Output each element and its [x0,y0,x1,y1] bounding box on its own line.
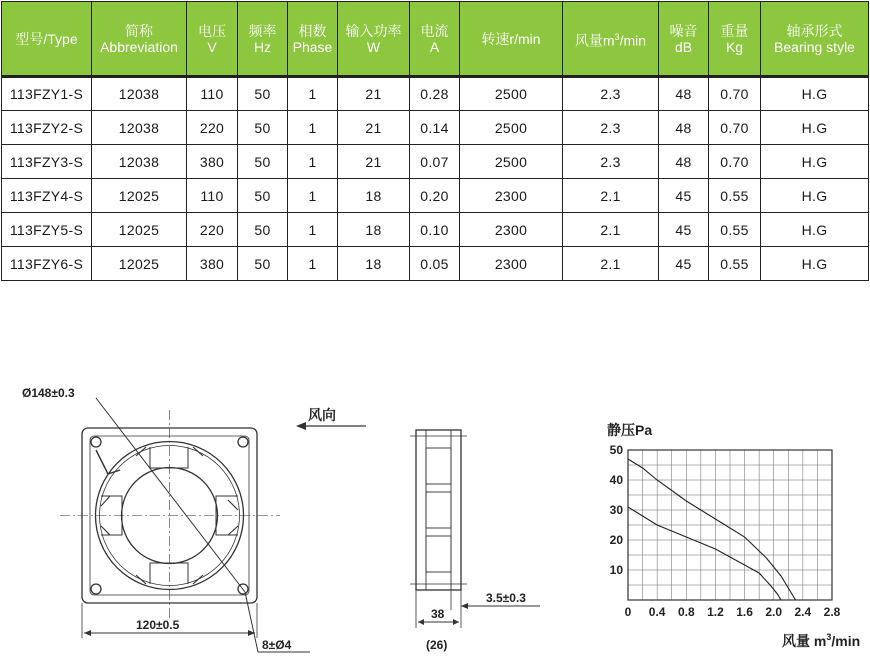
spec-table-body [2,77,869,281]
front-holes-label: 8±Ø4 [262,638,292,652]
arrow-flange [461,603,468,609]
cell-weight: 0.70 [709,77,761,111]
table-header-row [2,2,869,77]
cell-noise: 48 [659,77,709,111]
y-tick-label: 50 [609,443,623,457]
cell-phase: 1 [288,247,338,281]
cell-bearing: H.G [761,179,869,213]
cell-abbreviation: 12038 [92,111,187,145]
x-tick-label: 2.4 [794,605,812,619]
cell-voltage: 380 [187,247,238,281]
header-current: 电流 A [410,2,460,77]
cell-noise: 48 [659,145,709,179]
header-type: 型号/Type [2,2,92,77]
front-width-label: 120±0.5 [136,618,180,632]
technical-drawings [0,370,870,667]
airflow-label: 风向 [308,407,336,423]
side-flange-label: 3.5±0.3 [486,591,526,605]
cell-weight: 0.55 [709,179,761,213]
cell-phase: 1 [288,179,338,213]
chart-title: 静压Pa [607,422,653,438]
cell-type: 113FZY4-S [2,179,92,213]
series-line-12025 [628,507,781,600]
side-window-3 [426,536,451,572]
cell-voltage: 110 [187,77,238,111]
cell-type: 113FZY6-S [2,247,92,281]
mount-hole-tl [91,437,101,447]
cell-bearing: H.G [761,77,869,111]
x-tick-label: 2.8 [823,605,841,619]
cell-input-power: 21 [338,77,410,111]
header-noise: 噪音 dB [659,2,709,77]
side-depth-label: 38 [431,607,445,621]
cell-current: 0.20 [410,179,460,213]
header-phase: 相数 Phase [288,2,338,77]
cell-current: 0.10 [410,213,460,247]
header-weight: 重量 Kg [709,2,761,77]
cell-abbreviation: 12038 [92,145,187,179]
cell-current: 0.14 [410,111,460,145]
cell-input-power: 21 [338,145,410,179]
cell-frequency: 50 [238,145,288,179]
cell-phase: 1 [288,111,338,145]
cell-phase: 1 [288,145,338,179]
side-window-1 [426,448,451,484]
cell-airflow: 2.1 [563,247,659,281]
cell-abbreviation: 12025 [92,179,187,213]
drawings-svg [0,370,870,667]
cell-type: 113FZY2-S [2,111,92,145]
cell-current: 0.07 [410,145,460,179]
cell-type: 113FZY1-S [2,77,92,111]
cell-input-power: 18 [338,247,410,281]
table-row [2,213,869,247]
x-tick-label: 2.0 [765,605,783,619]
chart-xlabel: 风量 $m^3/\min$ [782,632,861,649]
cell-bearing: H.G [761,213,869,247]
cell-speed: 2500 [460,111,563,145]
side-body [416,430,461,590]
header-speed: 转速r/min [460,2,563,77]
y-tick-label: 10 [609,563,623,577]
header-abbreviation: 简称 Abbreviation [92,2,187,77]
table-row [2,77,869,111]
cell-speed: 2500 [460,145,563,179]
cell-airflow: 2.1 [563,179,659,213]
mount-hole-tr [238,437,248,447]
cell-speed: 2300 [460,247,563,281]
cell-input-power: 18 [338,213,410,247]
cell-bearing: H.G [761,111,869,145]
cell-noise: 48 [659,111,709,145]
cell-voltage: 380 [187,145,238,179]
x-tick-label: 1.6 [736,605,753,619]
y-tick-label: 20 [609,533,623,547]
x-tick-label: 1.2 [707,605,724,619]
header-frequency: 频率 Hz [238,2,288,77]
side-window-2 [426,492,451,528]
cell-frequency: 50 [238,111,288,145]
cell-voltage: 220 [187,213,238,247]
cell-voltage: 220 [187,111,238,145]
spec-table [1,1,869,281]
header-bearing: 轴承形式 Bearing style [761,2,869,77]
header-voltage: 电压 V [187,2,238,77]
x-tick-label: 0.4 [648,605,666,619]
x-tick-label: 0.8 [677,605,695,619]
cell-airflow: 2.3 [563,111,659,145]
cell-airflow: 2.1 [563,213,659,247]
side-depth-alt-label: (26) [426,638,448,652]
cell-type: 113FZY3-S [2,145,92,179]
mount-hole-bl [91,584,101,594]
y-tick-label: 40 [609,473,623,487]
cell-noise: 45 [659,213,709,247]
front-diameter-label: Ø148±0.3 [22,386,75,400]
y-tick-label: 30 [609,503,623,517]
cell-noise: 45 [659,247,709,281]
airflow-arrow-icon [296,422,366,430]
table-row [2,247,869,281]
cell-airflow: 2.3 [563,77,659,111]
cell-weight: 0.55 [709,213,761,247]
cell-airflow: 2.3 [563,145,659,179]
cell-bearing: H.G [761,145,869,179]
table-row [2,145,869,179]
cell-speed: 2500 [460,77,563,111]
cell-frequency: 50 [238,179,288,213]
table-row [2,179,869,213]
cell-noise: 45 [659,179,709,213]
cell-weight: 0.70 [709,145,761,179]
cell-current: 0.05 [410,247,460,281]
cell-frequency: 50 [238,77,288,111]
cell-phase: 1 [288,213,338,247]
performance-chart [610,443,841,619]
cell-abbreviation: 12038 [92,77,187,111]
arrow-depth-left [418,619,424,625]
cell-input-power: 21 [338,111,410,145]
arrow-depth-right [453,619,459,625]
cell-weight: 0.70 [709,111,761,145]
cell-weight: 0.55 [709,247,761,281]
cell-speed: 2300 [460,179,563,213]
cell-frequency: 50 [238,247,288,281]
cell-frequency: 50 [238,213,288,247]
cell-bearing: H.G [761,247,869,281]
cell-current: 0.28 [410,77,460,111]
cell-abbreviation: 12025 [92,213,187,247]
cell-input-power: 18 [338,179,410,213]
cell-type: 113FZY5-S [2,213,92,247]
table-row [2,111,869,145]
arrow-width-left [84,630,91,636]
header-airflow: 风量$m^3/\min$ [563,2,659,77]
x-tick-label: 0 [624,605,632,619]
cell-speed: 2300 [460,213,563,247]
cell-abbreviation: 12025 [92,247,187,281]
cell-phase: 1 [288,77,338,111]
fan-front-view [60,398,310,652]
header-input-power: 输入功率 W [338,2,410,77]
cell-voltage: 110 [187,179,238,213]
